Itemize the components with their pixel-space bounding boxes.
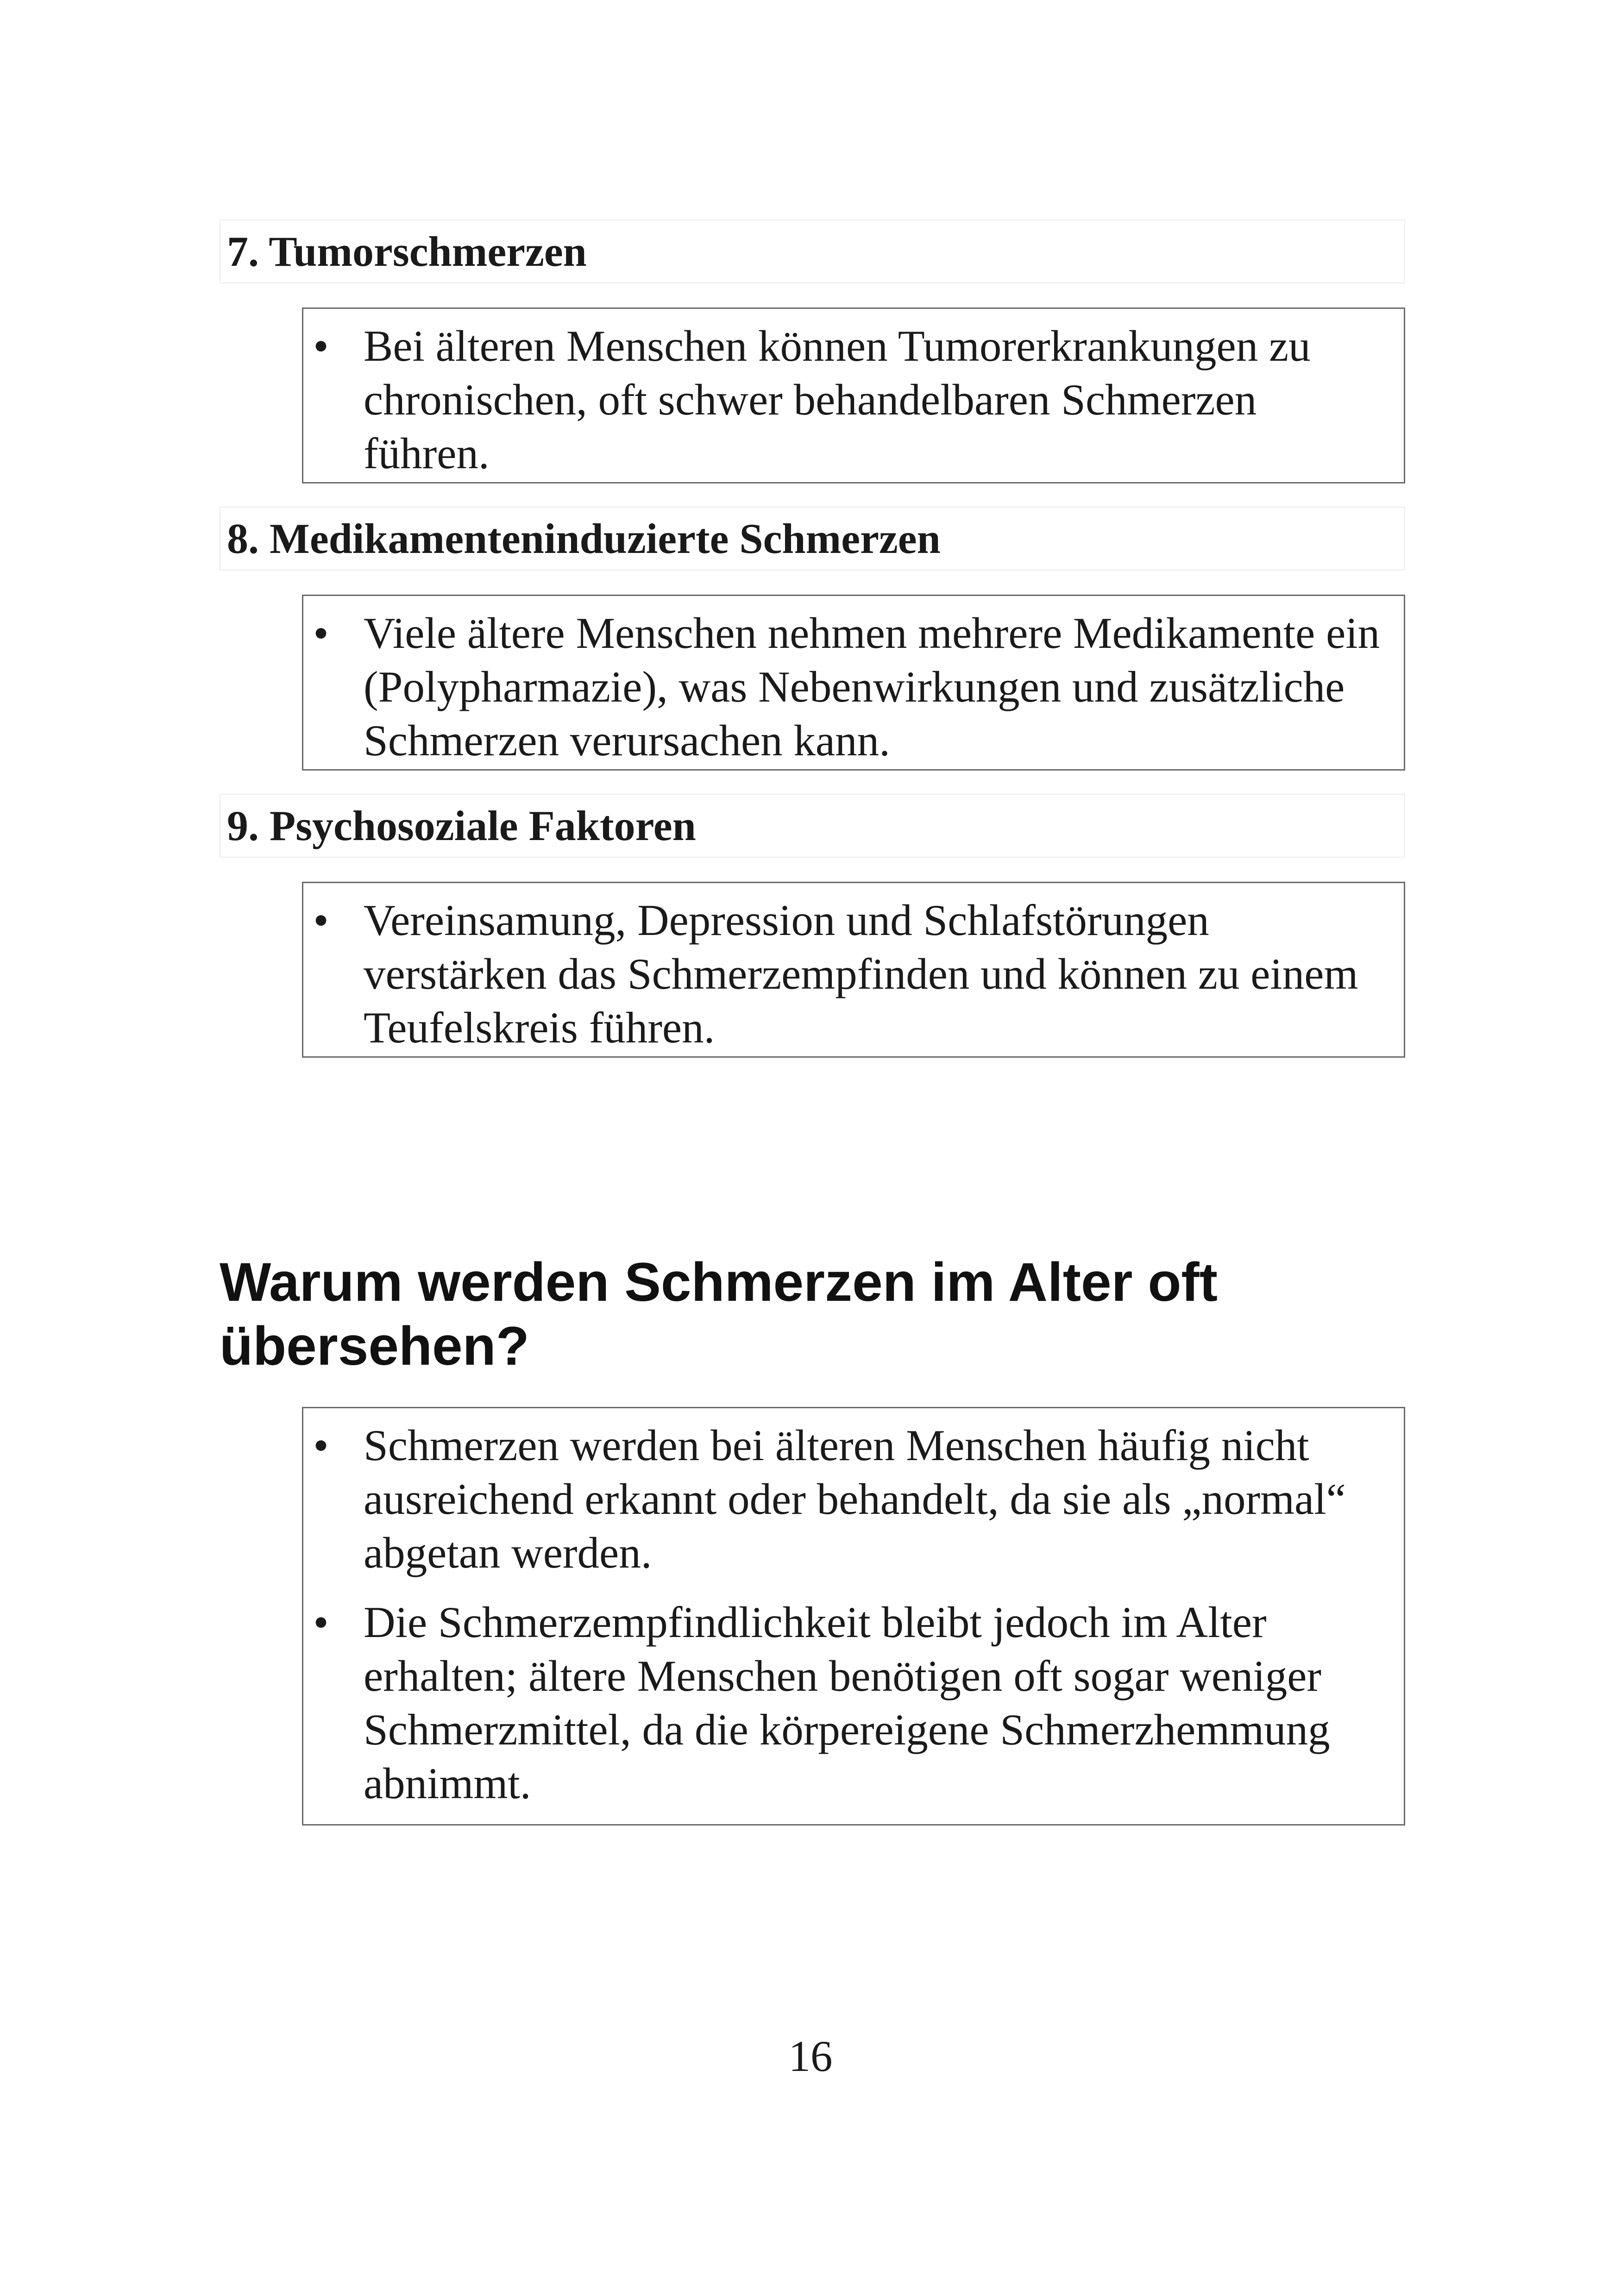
bullet-icon: • xyxy=(313,1421,329,1470)
section-heading-tumorschmerzen: 7. Tumorschmerzen xyxy=(220,220,1405,283)
chapter-heading: Warum werden Schmerzen im Alter oft übersehen? xyxy=(220,1252,1218,1377)
page-number: 16 xyxy=(788,2032,833,2081)
bullet-text: Vereinsamung, Depression und Schlafstörungen verstärken das Schmerzempfinden und können zu einem Teufelskreis führen. xyxy=(364,896,1358,1052)
list-item xyxy=(303,606,1390,767)
bullet-icon: • xyxy=(313,609,329,658)
bullet-box-psychosozial xyxy=(302,882,1405,1058)
list-item xyxy=(303,1418,1390,1580)
section-heading-psychosozial: 9. Psychosoziale Faktoren xyxy=(220,794,1405,858)
bullet-text: Bei älteren Menschen können Tumorerkrankungen zu chronischen, oft schwer behandelbaren Schmerzen führen. xyxy=(364,321,1311,478)
bullet-box-overlooked xyxy=(302,1407,1405,1826)
bullet-icon: • xyxy=(313,1598,329,1647)
bullet-text: Die Schmerzempfindlichkeit bleibt jedoch im Alter erhalten; ältere Menschen benötigen oft sogar weniger Schmerzmittel, da die körpereigene Schmerzhemmung abnimmt. xyxy=(364,1598,1330,1808)
section-heading-medikamente: 8. Medikamenteninduzierte Schmerzen xyxy=(220,507,1405,571)
bullet-icon: • xyxy=(313,896,329,945)
list-item xyxy=(303,1595,1390,1810)
list-item xyxy=(303,319,1390,480)
bullet-text: Viele ältere Menschen nehmen mehrere Medikamente ein (Polypharmazie), was Nebenwirkungen und zusätzliche Schmerzen verursachen kann. xyxy=(364,609,1380,765)
list-item xyxy=(303,893,1390,1054)
bullet-icon: • xyxy=(313,321,329,370)
bullet-text: Schmerzen werden bei älteren Menschen häufig nicht ausreichend erkannt oder behandelt, da sie als „normal“ abgetan werden. xyxy=(364,1421,1346,1577)
bullet-box-medikamente xyxy=(302,595,1405,771)
bullet-box-tumorschmerzen xyxy=(302,307,1405,483)
